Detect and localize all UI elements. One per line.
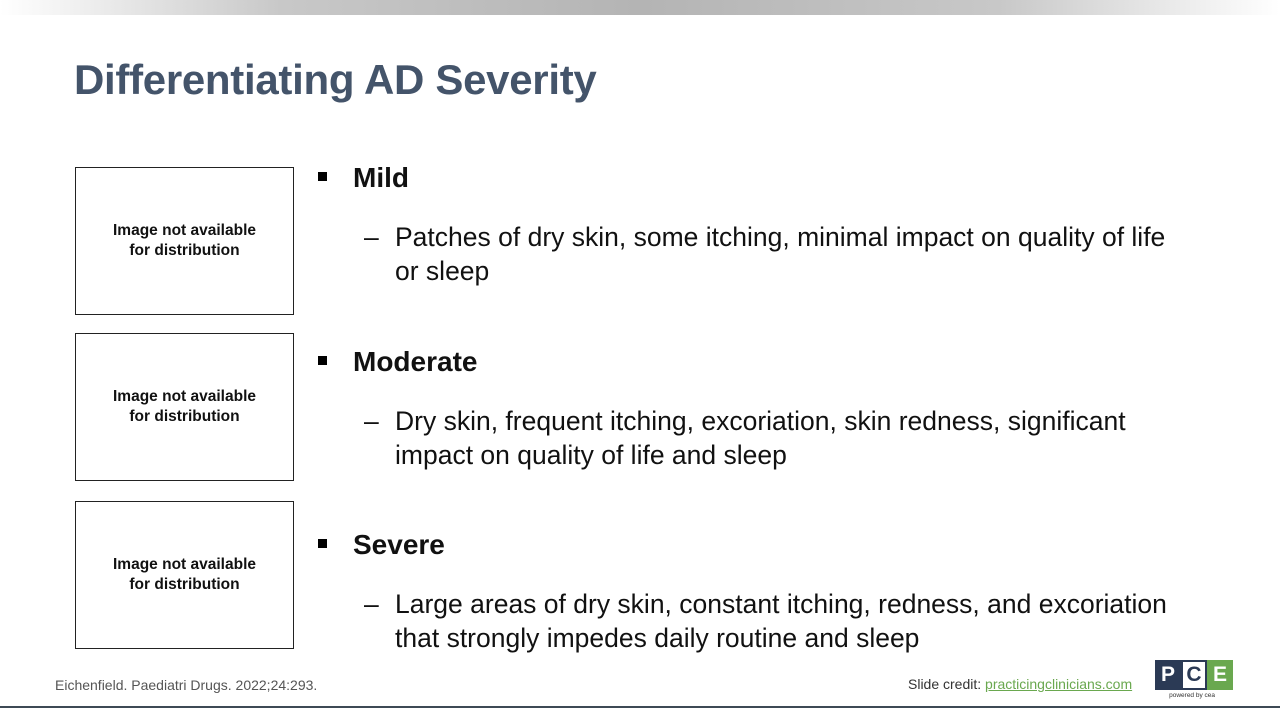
- logo-letter-p: P: [1155, 660, 1181, 690]
- square-bullet-icon: [318, 539, 327, 548]
- placeholder-line-2: for distribution: [129, 242, 240, 259]
- placeholder-line-2: for distribution: [129, 576, 240, 593]
- detail-text-moderate: Dry skin, frequent itching, excoriation, skin redness, significant impact on quality of life and sleep: [395, 406, 1126, 470]
- dash-icon: –: [364, 589, 379, 619]
- credit-label: Slide credit:: [908, 676, 982, 692]
- logo-tagline: powered by cea: [1169, 692, 1215, 699]
- severity-heading-severe: Severe: [353, 529, 445, 560]
- bullet-moderate: [318, 346, 477, 378]
- detail-mild: [364, 220, 1194, 288]
- bullet-severe: [318, 529, 445, 561]
- logo-letter-c: C: [1181, 660, 1207, 690]
- detail-text-severe: Large areas of dry skin, constant itching, redness, and excoriation that strongly impedes daily routine and sleep: [395, 589, 1167, 653]
- placeholder-line-1: Image not available: [113, 388, 256, 405]
- square-bullet-icon: [318, 172, 327, 181]
- image-placeholder-moderate: [75, 333, 294, 481]
- slide-title: Differentiating AD Severity: [74, 56, 597, 103]
- detail-text-mild: Patches of dry skin, some itching, minimal impact on quality of life or sleep: [395, 222, 1166, 286]
- citation: Eichenfield. Paediatri Drugs. 2022;24:293.: [55, 677, 318, 693]
- placeholder-line-1: Image not available: [113, 556, 256, 573]
- placeholder-line-1: Image not available: [113, 222, 256, 239]
- detail-severe: [364, 587, 1194, 655]
- image-placeholder-severe: [75, 501, 294, 649]
- dash-icon: –: [364, 406, 379, 436]
- credit-link[interactable]: practicingclinicians.com: [985, 676, 1133, 692]
- bullet-mild: [318, 162, 409, 194]
- slide-credit: [908, 676, 1132, 692]
- severity-heading-mild: Mild: [353, 162, 409, 193]
- pce-logo: [1155, 660, 1233, 704]
- placeholder-line-2: for distribution: [129, 408, 240, 425]
- top-gradient-bar: [0, 0, 1280, 15]
- image-placeholder-mild: [75, 167, 294, 315]
- logo-letter-e: E: [1207, 660, 1233, 690]
- square-bullet-icon: [318, 356, 327, 365]
- bottom-rule: [0, 706, 1280, 708]
- detail-moderate: [364, 404, 1194, 472]
- dash-icon: –: [364, 222, 379, 252]
- severity-heading-moderate: Moderate: [353, 346, 478, 377]
